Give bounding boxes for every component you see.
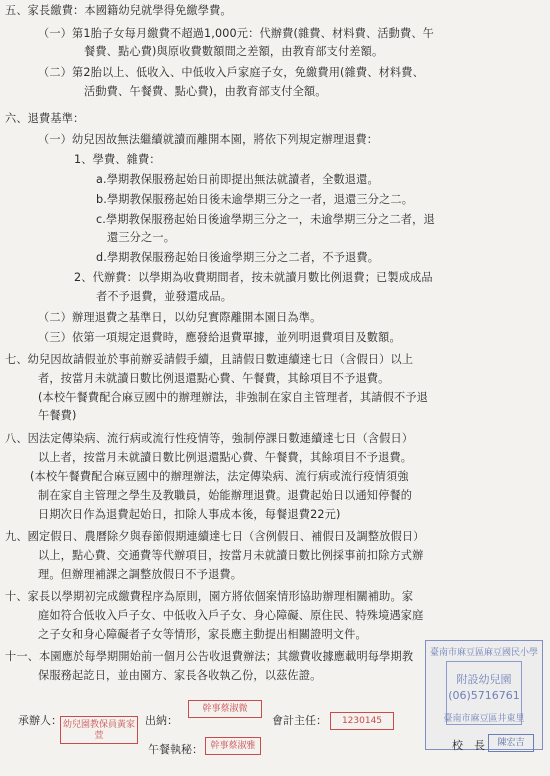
organizer-stamp-text: 幼兒園教保員黃家萱 xyxy=(62,720,135,741)
section-8-note-cont-2: 日期次日作為退費起始日，扣除人事成本後，每餐退費22元) xyxy=(38,508,341,521)
accounting-label: 會計主任： xyxy=(272,714,327,727)
section-6-sub-2: 2、代辦費：以學期為收費期間者，按未就讀月數比例退費；已製成成品 xyxy=(74,271,433,284)
seal-address: 臺南市麻豆區井東里 xyxy=(443,714,525,724)
section-10-title: 十、家長以學期初完成繳費程序為原則，園方將依個案情形協助辦理相關補助。家 xyxy=(5,590,414,603)
section-9-title: 九、國定假日、農曆除夕與春節假期連續達七日（含例假日、補假日及調整放假日） xyxy=(5,530,425,543)
section-6-item-1: （一）幼兒因故無法繼續就讀而離開本園，將依下列規定辦理退費： xyxy=(38,133,379,146)
section-7-note: (本校午餐費配合麻豆國中的辦理辦法，非強制在家自主管理者，其請假不予退 xyxy=(38,391,428,404)
section-6-rule-b: b.學期教保服務起始日後未逾學期三分之一者，退還三分之二。 xyxy=(96,193,414,206)
cashier-stamp-text: 幹事蔡淑微 xyxy=(202,704,248,714)
seal-name: 附設幼兒園 xyxy=(456,673,512,686)
section-8-title: 八、因法定傳染病、流行病或流行性疫情等，強制停課日數連續達七日（含假日） xyxy=(5,432,414,445)
section-7-cont: 者，按當月未就讀日數比例退還點心費、午餐費，其餘項目不予退費。 xyxy=(38,372,390,385)
section-7-note-cont: 午餐費) xyxy=(38,409,77,422)
section-5-item-1-cont: 餐費、點心費)與原收費數額間之差額，由教育部支付差額。 xyxy=(84,45,384,58)
section-5-item-1: （一）第1胎子女每月繳費不超過1,000元：代辦費(雜費、材料費、活動費、午 xyxy=(38,27,435,40)
lunch-stamp xyxy=(205,737,261,755)
section-6-sub-2-cont: 者不予退費，並發還成品。 xyxy=(96,290,233,303)
principal-stamp-text: 陳宏吉 xyxy=(497,738,525,748)
organizer-stamp xyxy=(60,716,138,744)
section-5-item-2-cont: 活動費、午餐費、點心費)，由教育部支付全額。 xyxy=(84,85,327,98)
section-6-item-2: （二）辦理退費之基準日，以幼兒實際離開本園日為準。 xyxy=(38,311,322,324)
section-10-cont-2: 之子女和身心障礙者子女等情形，家長應主動提出相關證明文件。 xyxy=(38,628,367,641)
section-5-title: 五、家長繳費：本國籍幼兒就學得免繳學費。 xyxy=(5,4,232,17)
section-11-title: 十一、本園應於每學期開始前一個月公告收退費辦法；其繳費收據應載明每學期教 xyxy=(5,650,414,663)
lunch-stamp-text: 幹事蔡淑雅 xyxy=(210,741,256,751)
seal-phone: (06)5716761 xyxy=(448,689,520,702)
section-7-title: 七、幼兒因故請假並於事前辦妥請假手續，且請假日數連續達七日（含假日）以上 xyxy=(5,353,414,366)
section-6-rule-d: d.學期教保服務起始日後逾學期三分之二者，不予退費。 xyxy=(96,251,380,264)
accounting-stamp-text: 1230145 xyxy=(341,716,383,726)
cashier-stamp xyxy=(188,700,262,718)
lunch-label: 午餐執秘： xyxy=(148,743,203,756)
section-9-cont: 以上，點心費、交通費等代辦項目，按當月未就讀日數比例採事前扣除方式辦 xyxy=(38,549,424,562)
section-6-rule-c-cont: 還三分之一。 xyxy=(107,231,176,244)
accounting-stamp xyxy=(330,712,394,730)
principal-stamp xyxy=(488,734,534,752)
section-8-cont: 以上者，按當月未就讀日數比例退還點心費、午餐費，其餘項目不予退費。 xyxy=(38,451,413,464)
principal-label: 校 長 xyxy=(452,739,485,752)
section-8-note-cont-1: 制在家自主管理之學生及教職員，始能辦理退費。退費起始日以通知停餐的 xyxy=(38,489,413,502)
section-11-cont: 保服務起訖日，並由園方、家長各收執乙份，以茲佐證。 xyxy=(38,669,322,682)
section-6-rule-c: c.學期教保服務起始日後逾學期三分之一，未逾學期三分之二者，退 xyxy=(96,213,435,226)
organizer-label: 承辦人： xyxy=(18,714,62,727)
section-6-title: 六、退費基準： xyxy=(5,112,85,125)
section-6-rule-a: a.學期教保服務起始日前即提出無法就讀者，全數退還。 xyxy=(96,173,379,186)
section-6-item-3: （三）依第一項規定退費時，應發給退費單據，並列明退費項目及數額。 xyxy=(38,331,401,344)
section-8-note: (本校午餐費配合麻豆國中的辦理辦法，法定傳染病、流行病或流行疫情須強 xyxy=(30,470,409,483)
section-10-cont: 庭如符合低收入戶子女、中低收入戶子女、身心障礙、原住民、特殊境遇家庭 xyxy=(38,609,424,622)
section-9-cont-2: 理。但辦理補課之調整放假日不予退費。 xyxy=(38,568,243,581)
cashier-label: 出納： xyxy=(145,714,178,727)
section-6-sub-1: 1、學費、雜費： xyxy=(74,153,161,166)
seal-top-text: 臺南市麻豆區麻豆國民小學 xyxy=(429,648,538,658)
section-5-item-2: （二）第2胎以上、低收入、中低收入戶家庭子女，免繳費用(雜費、材料費、 xyxy=(38,66,424,79)
